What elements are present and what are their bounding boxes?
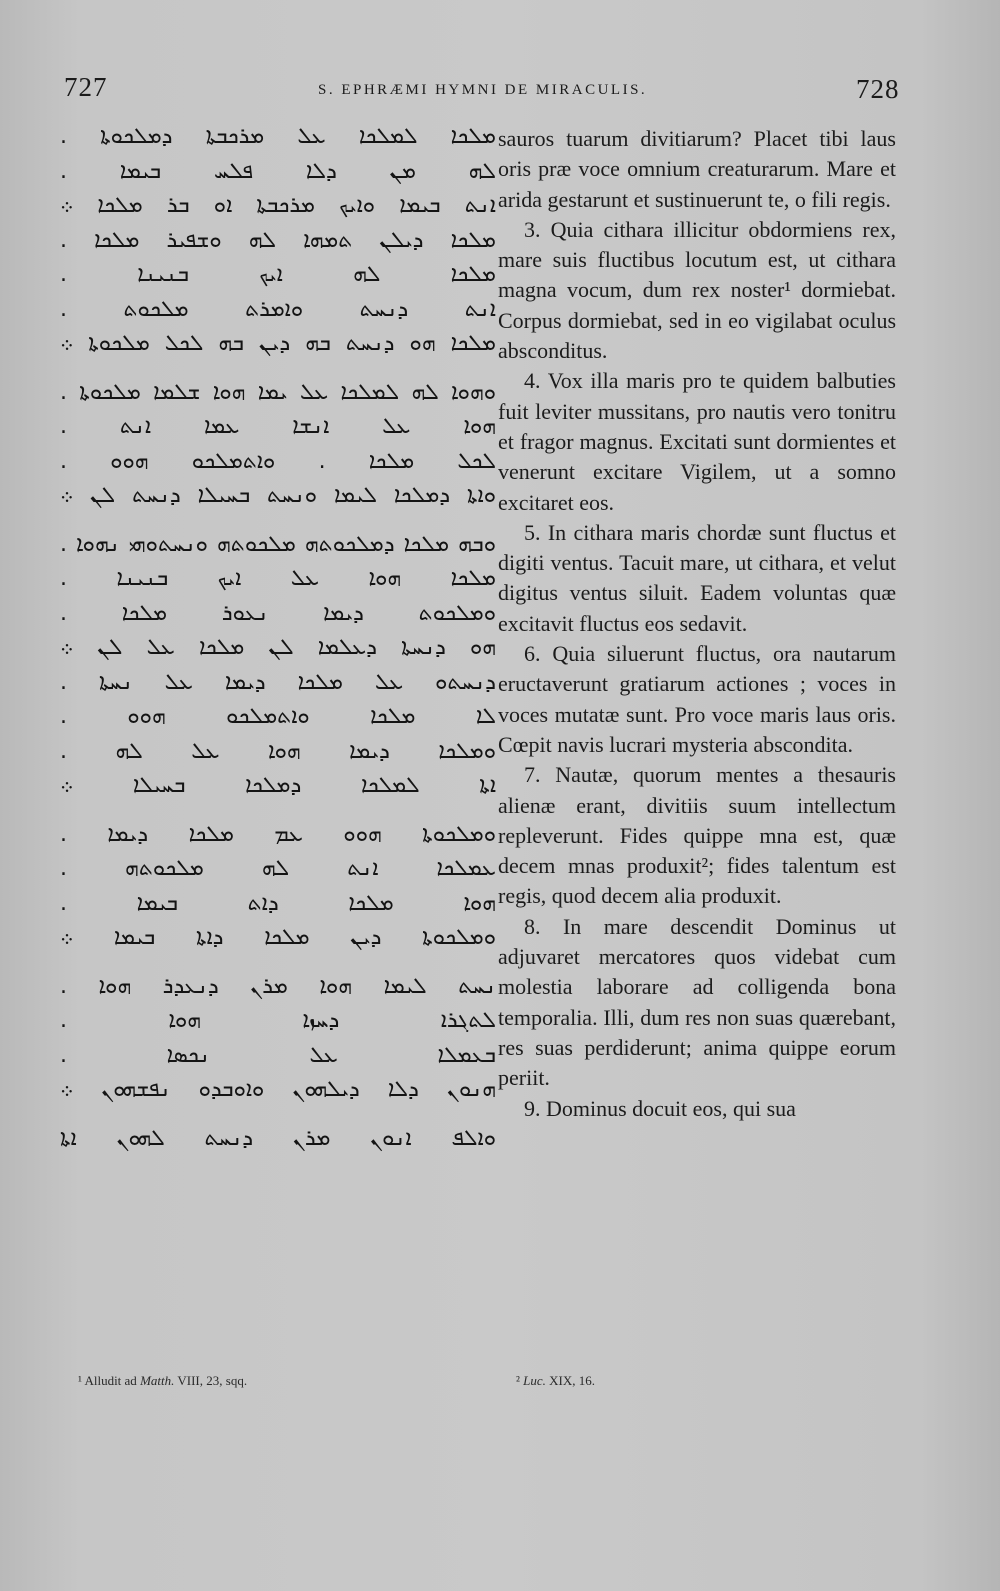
latin-paragraph: 5. In cithara maris chordæ sunt fluctus et digiti ventus. Tacuit mare, ut cithara, et velut digitus ventus siluit. Eadem voluntas quæ excitavit fluctus eos sedavit. bbox=[498, 519, 896, 636]
syriac-line: ܡܠܟܐ ܕܝܠܢ ܬܡܗܐ ܠܗ ܘܫܦܝܪ ܡܠܟܐ . bbox=[60, 227, 496, 253]
syriac-stanza bbox=[60, 528, 496, 804]
footnote-reference: Matth. bbox=[140, 1373, 175, 1388]
syriac-text-column bbox=[60, 120, 496, 1156]
latin-paragraph: 6. Quia siluerunt fluctus, ora nautarum eructaverunt gratiarum actiones ; voces in voces mutatæ sunt. Pro voce maris laus oris. Cœpit navis lucrari mysteria abscondita. bbox=[498, 641, 896, 757]
footnote-right bbox=[516, 1373, 595, 1389]
syriac-line: ܘܡܠܟܘܬܐ ܗܘܘ ܥܡ ܡܠܟܐ ܕܝܡܐ . bbox=[60, 821, 496, 847]
footnote-text: VIII, 23, sqq. bbox=[174, 1373, 248, 1388]
latin-paragraph: sauros tuarum divitiarum? Placet tibi laus oris præ voce omnium creaturarum. Mare et arida gestarunt et sustinuerunt te, o fili regis. bbox=[498, 126, 896, 212]
footnote-mark: ¹ bbox=[78, 1373, 82, 1388]
syriac-line: ܥܡܠܟܐ ܐܢܬ ܠܗ ܡܠܟܘܬܗ . bbox=[60, 856, 496, 881]
syriac-line: ܘܡܠܟܘܬ ܕܝܡܐ ܢܥܘܪ ܡܠܟܐ . bbox=[60, 600, 496, 626]
syriac-line: ܘܡܠܟܐ ܕܝܡܐ ܗܘܐ ܥܠ ܠܗ . bbox=[60, 738, 496, 764]
syriac-line: ܘܗܘܐ ܠܗ ܠܡܠܟܐ ܥܠ ܝܡܐ ܗܘܐ ܫܠܡܐ ܡܠܟܘܬܐ . bbox=[60, 379, 496, 405]
syriac-line: ܠܬܓܪܐ ܕܚܙܐ ܗܘܐ . bbox=[60, 1008, 496, 1033]
syriac-line: ܠܟܠ ܡܠܟܐ . ܘܐܬܡܠܟܘ ܗܘܘ . bbox=[60, 448, 496, 474]
latin-paragraph: 3. Quia cithara illicitur obdormiens rex, mare suis fluctibus locutum est, ut cithara magna vocum, dum rex noster¹ dormiebat. Corpus dormiebat, sed in eo vigilabat oculus absconditus. bbox=[498, 216, 896, 364]
syriac-line: ܗܘܐ ܡܠܟܐ ܕܐܬ ܒܝܡܐ . bbox=[60, 890, 496, 916]
syriac-stanza bbox=[60, 818, 496, 956]
syriac-line: ܐܢܬ ܕܢܚܬ ܘܐܡܪܬ ܡܠܟܘܬ . bbox=[60, 296, 496, 322]
syriac-line: ܕܢܚܬܘ ܥܠ ܡܠܟܐ ܕܝܡܐ ܥܠ ܢܚܬܐ . bbox=[60, 669, 496, 695]
syriac-line: ܡܠܟܐ ܠܡܠܟܐ ܥܠ ܡܪܟܒܬܐ ܕܡܠܟܘܬܐ . bbox=[60, 124, 496, 149]
footnote-left bbox=[78, 1373, 247, 1389]
latin-text-column bbox=[498, 124, 896, 1124]
footnote-mark: ² bbox=[516, 1373, 520, 1388]
syriac-line: ܡܠܟܐ ܗܘ ܕܢܚܬ ܒܗ ܕܝܢ ܒܗ ܠܟܠ ܡܠܟܘܬܐ ܀ bbox=[60, 331, 496, 356]
syriac-line: ܡܠܟܐ ܠܗ ܐܝܟ ܒܢܝܢܐ . bbox=[60, 262, 496, 287]
page-header bbox=[0, 66, 1000, 106]
syriac-line: ܗܢܘܢ ܕܠܐ ܕܝܠܗܘܢ ܘܐܘܒܕܘ ܢܦܫܗܘܢ ܀ bbox=[60, 1077, 496, 1102]
syriac-stanza bbox=[60, 1122, 496, 1157]
syriac-line: ܘܐܬܐ ܕܡܠܟܐ ܠܝܡܐ ܘܢܚܬ ܒܚܝܠܐ ܕܢܚܬ ܠܢ ܀ bbox=[60, 483, 496, 508]
syriac-line: ܐܬܐ ܠܡܠܟܐ ܕܡܠܟܐ ܒܚܝܠܐ ܀ bbox=[60, 773, 496, 798]
right-page-number: 728 bbox=[856, 74, 900, 104]
stanza-gap bbox=[60, 1108, 496, 1122]
latin-paragraph: 7. Nautæ, quorum mentes a thesauris alienæ erant, divitiis suum intellectum repleverunt. Fides quippe mna est, quæ decem mnas produxit²; fides talentum est regis, quod decem alia produxit. bbox=[498, 762, 896, 909]
syriac-line: ܘܐܠܦ ܐܢܘܢ ܡܪܢ ܕܢܚܬ ܠܗܘܢ ܐܬܐ bbox=[60, 1125, 496, 1151]
syriac-line: ܡܠܟܐ ܗܘܐ ܥܠ ܐܝܟ ܒܢܝܢܐ . bbox=[60, 566, 496, 591]
syriac-line: ܗܘܐ ܥܠ ܐܢܫܐ ܥܡܐ ܐܢܬ . bbox=[60, 414, 496, 439]
syriac-line: ܠܐ ܡܠܟܐ ܘܐܬܡܠܟܘ ܗܘܘ . bbox=[60, 704, 496, 729]
syriac-stanza bbox=[60, 376, 496, 514]
syriac-line: ܒܥܡܠܐ ܥܠ ܢܟܣܐ . bbox=[60, 1042, 496, 1068]
footnote-text: Alludit ad bbox=[84, 1373, 141, 1388]
syriac-stanza bbox=[60, 120, 496, 362]
syriac-line: ܗܘ ܕܢܚܬܐ ܕܥܠܡܐ ܠܢ ܡܠܟܐ ܥܠ ܠܢ ܀ bbox=[60, 635, 496, 660]
syriac-line: ܢܚܬ ܠܝܡܐ ܗܘܐ ܡܪܢ ܕܢܥܕܪ ܗܘܐ . bbox=[60, 973, 496, 999]
stanza-gap bbox=[60, 956, 496, 970]
footnote-text: XIX, 16. bbox=[545, 1373, 596, 1388]
syriac-line: ܐܢܬ ܒܝܡܐ ܘܐܝܟ ܡܪܟܒܬܐ ܐܘ ܒܪ ܡܠܟܐ ܀ bbox=[60, 193, 496, 218]
left-page-number: 727 bbox=[64, 72, 108, 102]
footnote-reference: Luc. bbox=[523, 1373, 546, 1388]
stanza-gap bbox=[60, 804, 496, 818]
stanza-gap bbox=[60, 362, 496, 376]
syriac-line: ܘܒܗ ܡܠܟܐ ܕܡܠܟܘܬܗ ܡܠܟܘܬܗ ܘܢܚܬܘܗܝ ܢܗܘܐ . bbox=[60, 531, 496, 557]
latin-paragraph: 8. In mare descendit Dominus ut adjuvaret mercatores quos videbat cum molestia laborare ad colligenda bona temporalia. Illi, dum res non suas quærebant, res suas perdiderunt; anima quippe eorum periit. bbox=[498, 913, 896, 1091]
syriac-stanza bbox=[60, 970, 496, 1108]
running-title: S. EPHRÆMI HYMNI DE MIRACULIS. bbox=[318, 82, 648, 98]
syriac-line: ܠܗ ܡܢ ܕܠܐ ܦܠܚ ܒܝܡܐ . bbox=[60, 158, 496, 184]
syriac-line: ܘܡܠܟܘܬܐ ܕܝܢ ܡܠܟܐ ܕܐܬܐ ܒܝܡܐ ܀ bbox=[60, 925, 496, 950]
latin-paragraph: 9. Dominus docuit eos, qui sua bbox=[524, 1095, 796, 1121]
stanza-gap bbox=[60, 514, 496, 528]
latin-paragraph: 4. Vox illa maris pro te quidem balbuties fuit leviter mussitans, pro nautis vero tonitru et fragor magnus. Excitati sunt dormientes et venerunt excitare Vigilem, ut a somno excitaret eos. bbox=[498, 368, 896, 515]
